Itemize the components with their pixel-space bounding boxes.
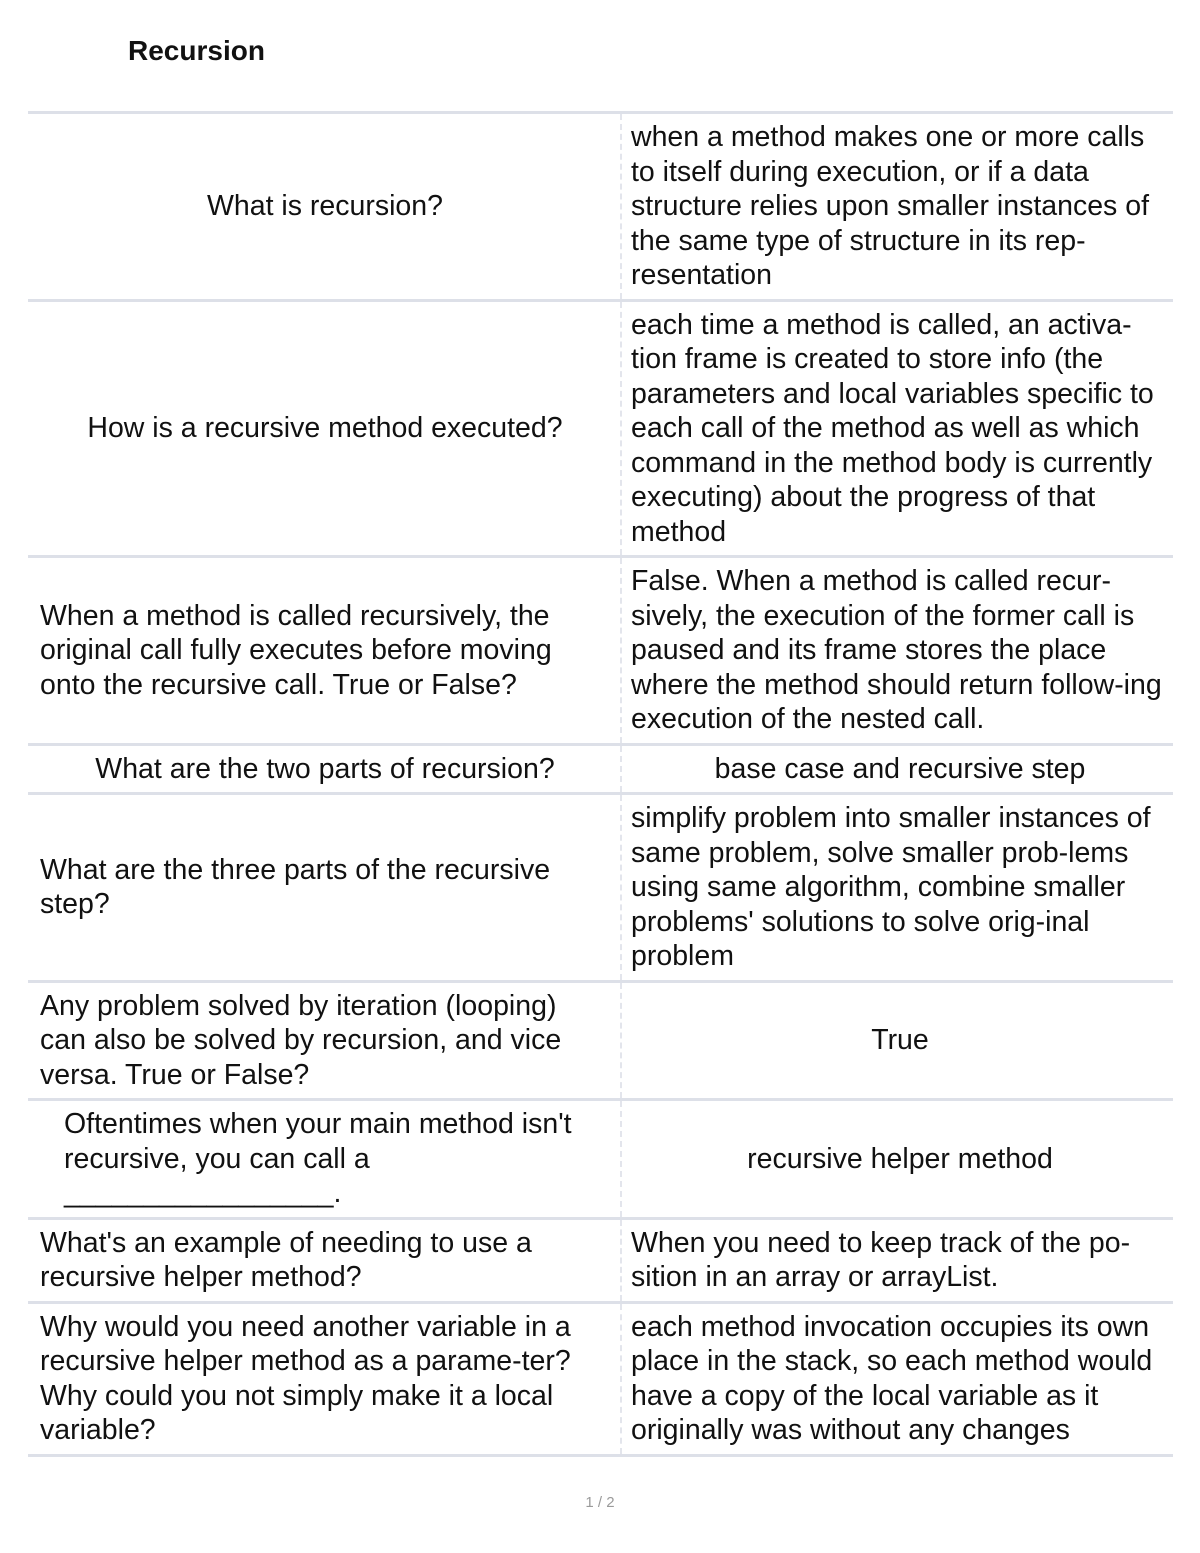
card-term: What are the three parts of the recursive step? xyxy=(28,794,621,982)
table-row xyxy=(28,113,1173,301)
card-term: Oftentimes when your main method isn't recursive, you can call a _________________. xyxy=(28,1100,621,1219)
table-row xyxy=(28,744,1173,794)
card-term: What are the two parts of recursion? xyxy=(28,744,621,794)
card-term: How is a recursive method executed? xyxy=(28,300,621,557)
card-term: Why would you need another variable in a recursive helper method as a parame-ter? Why could you not simply make it a local variable? xyxy=(28,1302,621,1455)
card-term: When a method is called recursively, the original call fully executes before moving onto the recursive call. True or False? xyxy=(28,557,621,745)
card-term: What is recursion? xyxy=(28,113,621,301)
table-row xyxy=(28,1218,1173,1302)
card-definition: True xyxy=(621,981,1173,1100)
card-definition: each method invocation occupies its own place in the stack, so each method would have a copy of the local variable as it originally was without any changes xyxy=(621,1302,1173,1455)
flashcard-table xyxy=(28,111,1173,1457)
card-definition: when a method makes one or more calls to itself during execution, or if a data structure relies upon smaller instances of the same type of structure in its rep-resentation xyxy=(621,113,1173,301)
page-number: 1 / 2 xyxy=(585,1494,615,1511)
table-row xyxy=(28,1100,1173,1219)
card-definition: simplify problem into smaller instances of same problem, solve smaller prob-lems using same algorithm, combine smaller problems' solutions to solve orig-inal problem xyxy=(621,794,1173,982)
card-definition: each time a method is called, an activa-tion frame is created to store info (the parameters and local variables specific to each call of the method as well as which command in the method body is currently executing) about the progress of that method xyxy=(621,300,1173,557)
card-definition: recursive helper method xyxy=(621,1100,1173,1219)
card-definition: When you need to keep track of the po-sition in an array or arrayList. xyxy=(621,1218,1173,1302)
table-row xyxy=(28,794,1173,982)
card-term: What's an example of needing to use a recursive helper method? xyxy=(28,1218,621,1302)
page-title: Recursion xyxy=(128,35,265,66)
card-definition: False. When a method is called recur-sively, the execution of the former call is paused and its frame stores the place where the method should return follow-ing execution of the nested call. xyxy=(621,557,1173,745)
card-term: Any problem solved by iteration (looping) can also be solved by recursion, and vice versa. True or False? xyxy=(28,981,621,1100)
table-row xyxy=(28,557,1173,745)
card-definition: base case and recursive step xyxy=(621,744,1173,794)
table-row xyxy=(28,1302,1173,1455)
table-row xyxy=(28,981,1173,1100)
table-row xyxy=(28,300,1173,557)
